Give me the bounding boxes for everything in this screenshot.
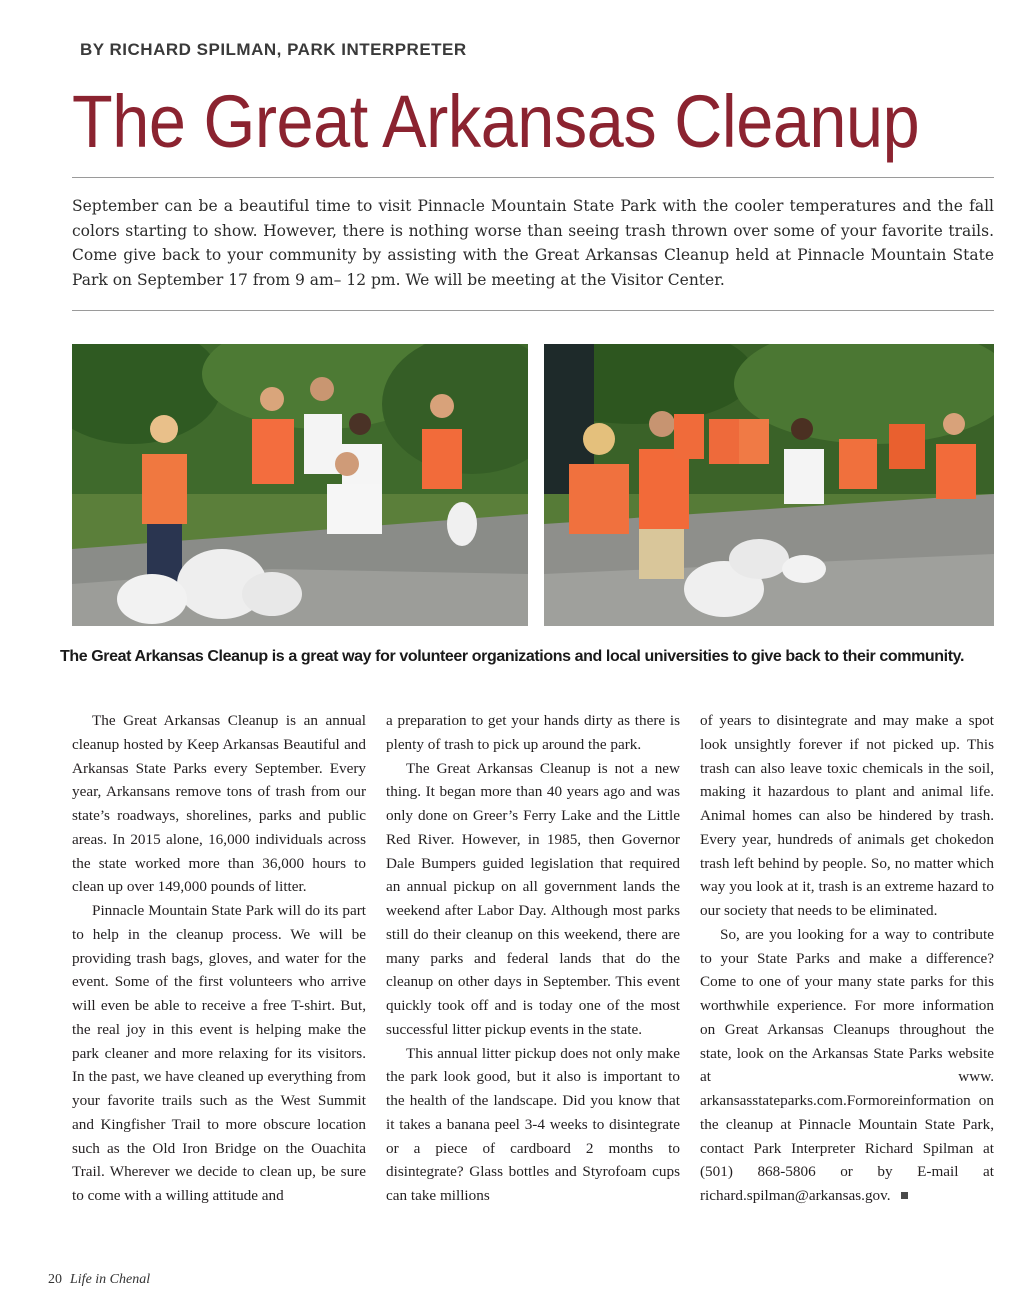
paragraph: Pinnacle Mountain State Park will do its part to help in the cleanup process. We will be providing trash bags, gloves, and water for the event. Some of the first volunteers who arrive will even be able to receive a free T-shirt. But, the real joy in this event is helping make the park cleaner and more relaxing for its visitors. In the past, we have cleaned up everything from your favorite trails such as the West Summit and Kingfisher Trail to more obscure location such as the Old Iron Bridge on the Ouachita Trail. Wherever we decide to clean up, be sure to come with a willing attitude and <box>72 902 366 1204</box>
photo-volunteers-left <box>72 344 528 626</box>
paragraph: The Great Arkansas Cleanup is not a new thing. It began more than 40 years ago and was only done on Greer’s Ferry Lake and the Little Red River. However, in 1985, then Governor Dale Bumpers guided legislation that required an annual pickup on all government lands the weekend after Labor Day. Although most parks still do their cleanup on this weekend, there are many parks and federal lands that do the cleanup on other days in September. This event quickly took off and is today one of the most successful litter pickup events in the state. <box>386 759 680 1038</box>
page-number: 20 <box>48 1272 62 1287</box>
publication-name: Life in Chenal <box>70 1272 151 1287</box>
paragraph-final <box>700 923 994 1208</box>
page-footer <box>48 1272 150 1288</box>
intro-divider <box>72 310 994 311</box>
photo-caption: The Great Arkansas Cleanup is a great way for volunteer organizations and local universities to give back to their community. <box>59 648 965 665</box>
article-column-1 <box>72 709 366 1208</box>
paragraph: The Great Arkansas Cleanup is an annual cleanup hosted by Keep Arkansas Beautiful and Arkansas State Parks every September. Every year, Arkansans remove tons of trash from our state’s roadways, shorelines, parks and public areas. In 2015 alone, 16,000 individuals across the state worked more than 36,000 hours to clean up over 149,000 pounds of litter. <box>72 712 366 896</box>
article-column-3 <box>700 709 994 1208</box>
top-divider <box>72 177 994 178</box>
byline: BY RICHARD SPILMAN, PARK INTERPRETER <box>80 40 467 59</box>
paragraph: a preparation to get your hands dirty as there is plenty of trash to pick up around the park. <box>386 712 680 753</box>
intro-paragraph: September can be a beautiful time to visit Pinnacle Mountain State Park with the cooler temperatures and the fall colors starting to show. However, there is nothing worse than seeing trash thrown over some of your favorite trails. Come give back to your community by assisting with the Great Arkansas Cleanup held at Pinnacle Mountain State Park on September 17 from 9 am– 12 pm. We will be meeting at the Visitor Center. <box>72 197 994 289</box>
end-of-article-mark <box>901 1192 908 1199</box>
paragraph: of years to disintegrate and may make a spot look unsightly forever if not picked up. This trash can also leave toxic chemicals in the soil, making it hazardous to plant and animal life. Animal homes can also be hindered by trash. Every year, hundreds of animals get chokedon trash left behind by people. So, no matter which way you look at it, trash is an extreme hazard to our society that needs to be eliminated. <box>700 712 994 919</box>
final-text: So, are you looking for a way to contribute to your State Parks and make a difference? Come to one of your many state parks for this worthwhile experience. For more information on Great Arkansas Cleanups throughout the state, look on the Arkansas State Parks website at www. arkansasstateparks.com.Formoreinformation on the cleanup at Pinnacle Mountain State Park, contact Park Interpreter Richard Spilman at (501) 868-5806 or by E-mail at richard.spilman@arkansas.gov. <box>700 925 994 1204</box>
paragraph: This annual litter pickup does not only make the park look good, but it also is important to the health of the landscape. Did you know that it takes a banana peel 3-4 weeks to disintegrate or a piece of cardboard 2 months to disintegrate? Glass bottles and Styrofoam cups can take millions <box>386 1044 680 1204</box>
photo-volunteers-right <box>544 344 994 626</box>
article-column-2 <box>386 709 680 1208</box>
article-title: The Great Arkansas Cleanup <box>72 80 920 163</box>
